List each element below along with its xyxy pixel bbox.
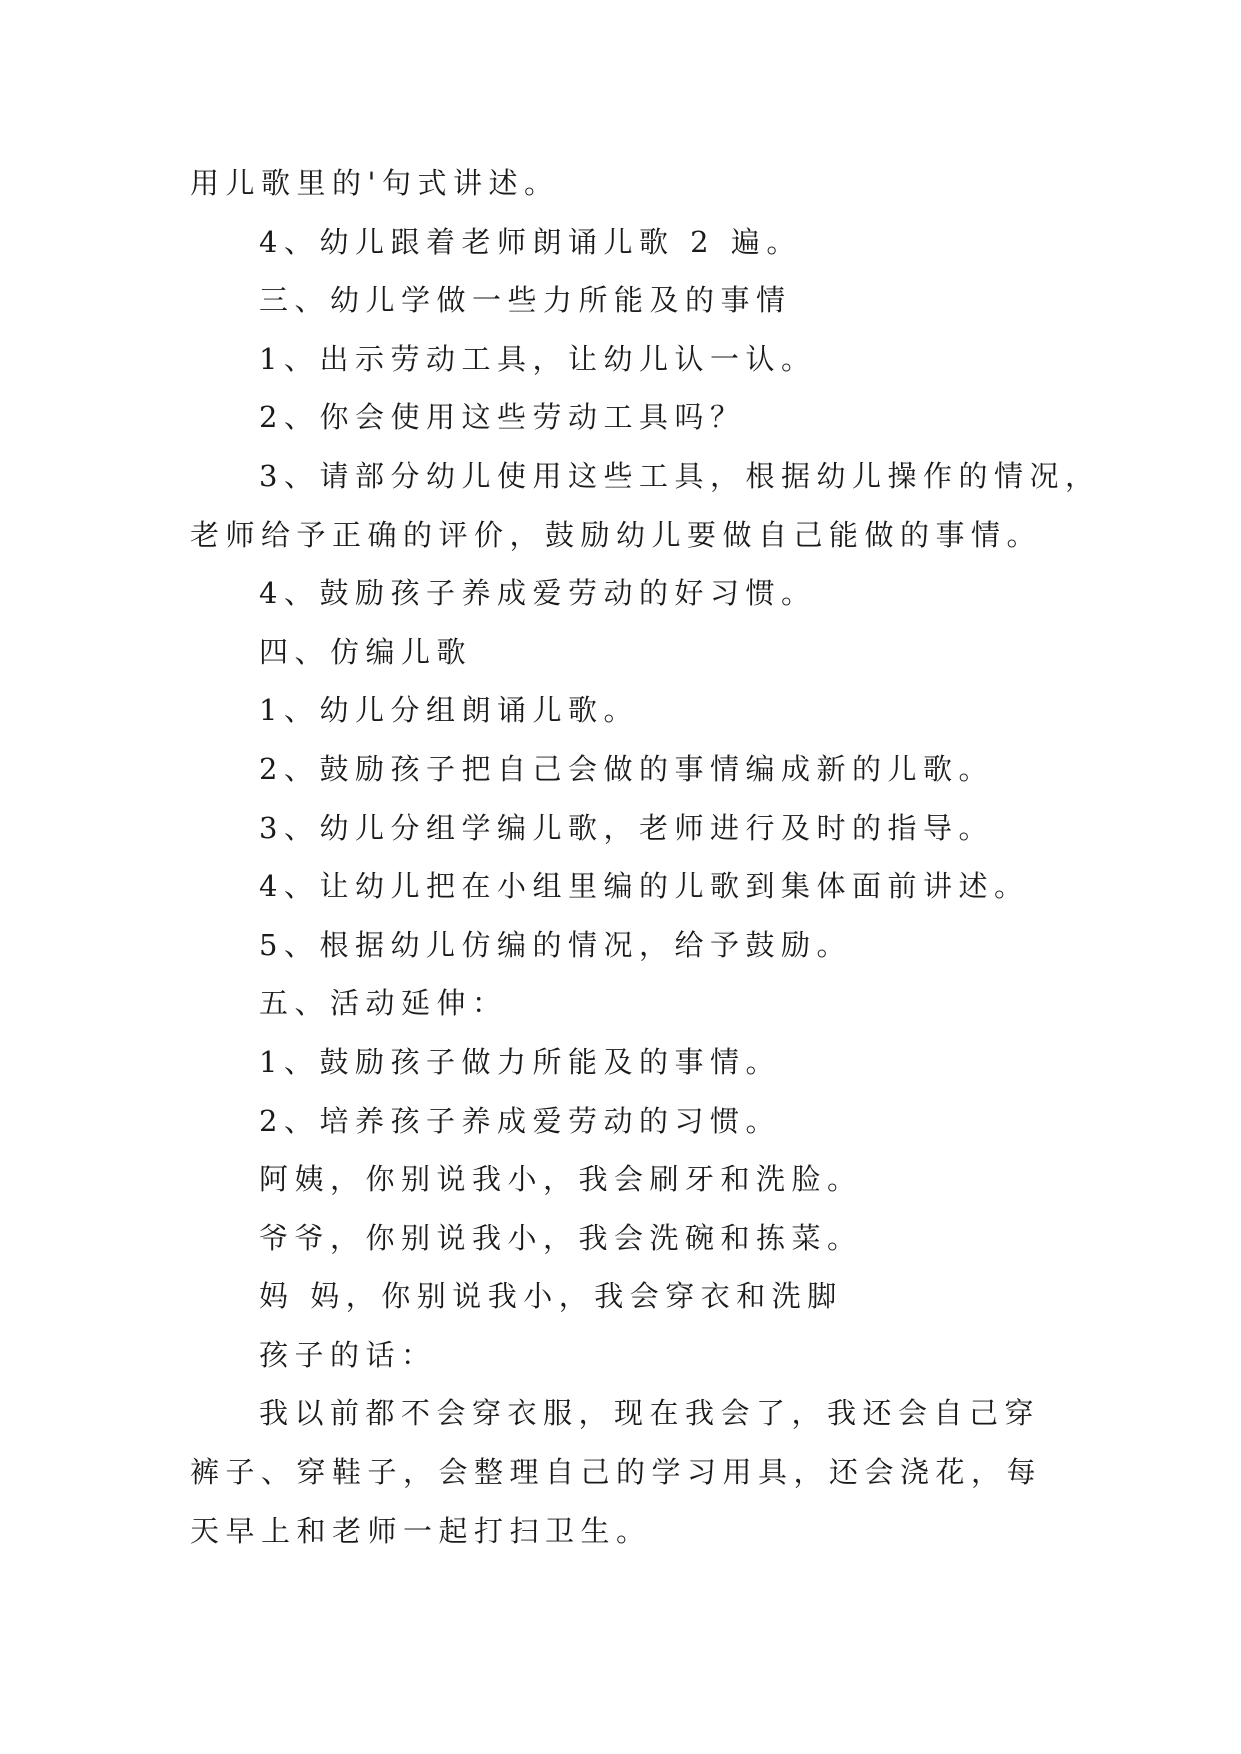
- section-heading: 四、仿编儿歌: [259, 634, 473, 669]
- section-heading: 五、活动延伸：: [259, 986, 508, 1021]
- rhyme-line: 妈 妈，你别说我小，我会穿衣和洗脚: [259, 1279, 843, 1314]
- text-line: 2、鼓励孩子把自己会做的事情编成新的儿歌。: [259, 751, 994, 786]
- text-line: 4、让幼儿把在小组里编的儿歌到集体面前讲述。: [259, 869, 1030, 904]
- text-line: 1、幼儿分组朗诵儿歌。: [259, 693, 639, 728]
- text-line: 3、幼儿分组学编儿歌，老师进行及时的指导。: [259, 810, 994, 845]
- text-line: 4、鼓励孩子养成爱劳动的好习惯。: [259, 576, 817, 611]
- text-line: 老师给予正确的评价，鼓励幼儿要做自己能做的事情。: [190, 517, 1043, 552]
- section-heading: 孩子的话：: [259, 1337, 437, 1372]
- text-line: 2、你会使用这些劳动工具吗？: [259, 400, 746, 435]
- rhyme-line: 阿姨，你别说我小，我会刷牙和洗脸。: [259, 1162, 863, 1197]
- text-line: 用儿歌里的'句式讲述。: [190, 166, 560, 200]
- text-line: 1、出示劳动工具，让幼儿认一认。: [259, 341, 817, 376]
- document-body: [190, 154, 1101, 1560]
- text-line: 4、幼儿跟着老师朗诵儿歌 2 遍。: [259, 224, 802, 259]
- text-line: 3、请部分幼儿使用这些工具，根据幼儿操作的情况，: [259, 458, 1101, 493]
- text-line: 1、鼓励孩子做力所能及的事情。: [259, 1044, 781, 1079]
- text-line: 2、培养孩子养成爱劳动的习惯。: [259, 1103, 781, 1138]
- section-heading: 三、幼儿学做一些力所能及的事情: [259, 283, 792, 318]
- rhyme-line: 爷爷，你别说我小，我会洗碗和拣菜。: [259, 1220, 863, 1255]
- closing-paragraph-text: 我以前都不会穿衣服，现在我会了，我还会自己穿裤子、穿鞋子，会整理自己的学习用具，还会浇花，每天早上和老师一起打扫卫生。: [190, 1396, 1043, 1548]
- closing-paragraph: [190, 1384, 1070, 1560]
- text-line: 5、根据幼儿仿编的情况，给予鼓励。: [259, 927, 852, 962]
